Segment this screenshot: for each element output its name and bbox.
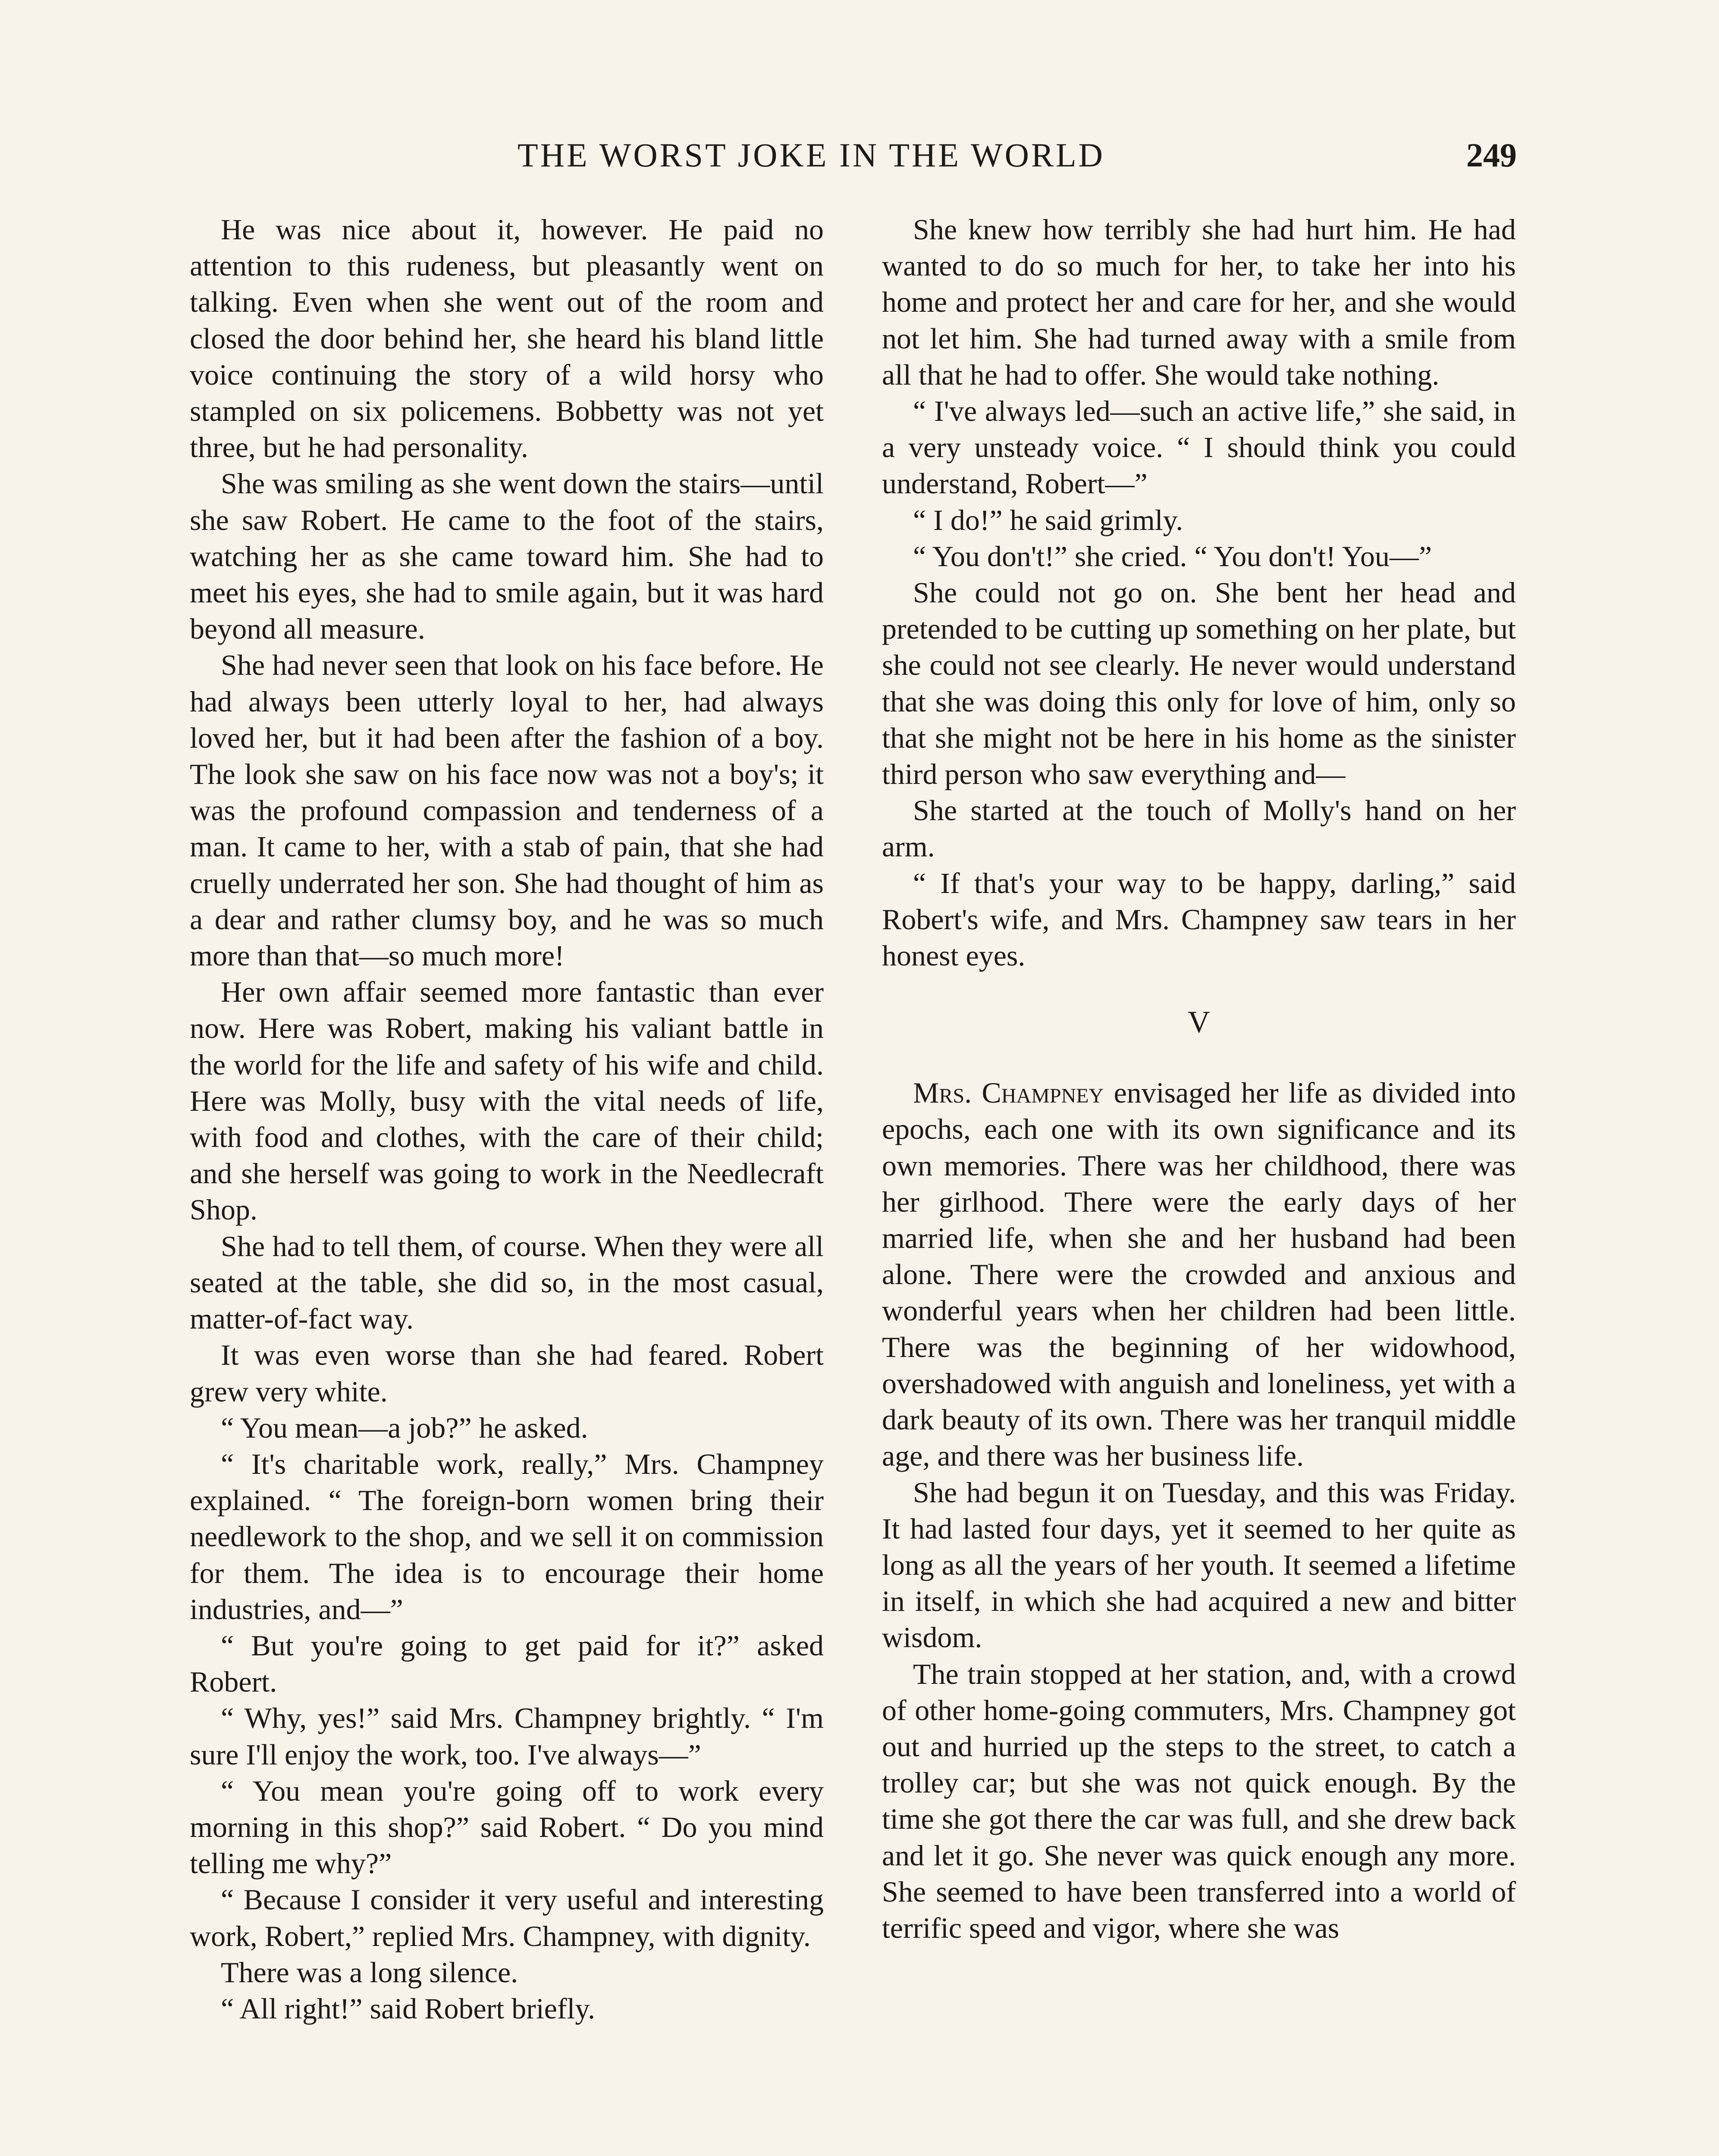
paragraph: She knew how terribly she had hurt him. He had wanted to do so much for her, to take her into his home and protect her and care for her, and she would not let him. She had turned away with a smile from all that he had to offer. She would take nothing. bbox=[882, 213, 1516, 391]
paragraph: She had to tell them, of course. When they were all seated at the table, she did so, in the most casual, matter-of-fact way. bbox=[190, 1229, 824, 1335]
paragraph: “ If that's your way to be happy, darling,” said Robert's wife, and Mrs. Champney saw tears in her honest eyes. bbox=[882, 866, 1516, 972]
paragraph: She started at the touch of Molly's hand on her arm. bbox=[882, 794, 1516, 863]
paragraph: “ You don't!” she cried. “ You don't! You—” bbox=[913, 539, 1432, 573]
section-heading: V bbox=[1188, 1005, 1210, 1040]
paragraph: “ All right!” said Robert briefly. bbox=[221, 1992, 596, 2025]
left-column bbox=[190, 211, 824, 2027]
page-header bbox=[0, 129, 1719, 181]
running-title: THE WORST JOKE IN THE WORLD bbox=[518, 136, 1105, 174]
lead-text: envisaged her life as divided into epochs, each one with its own significance and its own memories. There was her childhood, there was her girlhood. There were the early days of her married life, when she and her husband had been alone. There were the crowded and anxious and wonderful years when her children had been little. There was the beginning of her widowhood, overshadowed with anguish and loneliness, yet with a dark beauty of its own. There was her tranquil middle age, and there was her business life. bbox=[882, 1076, 1516, 1473]
paragraph-lead bbox=[882, 1075, 1516, 1474]
paragraph: There was a long silence. bbox=[221, 1955, 518, 1989]
paragraph: “ You mean—a job?” he asked. bbox=[221, 1411, 588, 1444]
lead-smallcaps: Mrs. Champney bbox=[913, 1076, 1104, 1109]
paragraph: He was nice about it, however. He paid no attention to this rudeness, but pleasantly went on talking. Even when she went out of the room and closed the door behind her, she heard his bland little voice continuing the story of a wild horsy who stampled on six policemens. Bobbetty was not yet three, but he had personality. bbox=[190, 213, 824, 464]
page-number: 249 bbox=[1466, 136, 1517, 174]
paragraph: She could not go on. She bent her head and pretended to be cutting up something on her plate, but she could not see clearly. He never would understand that she was doing this only for love of him, only so that she might not be here in his home as the sinister third person who saw everything and— bbox=[882, 576, 1516, 791]
paragraph: Her own affair seemed more fantastic than ever now. Here was Robert, making his valiant battle in the world for the life and safety of his wife and child. Here was Molly, busy with the vital needs of life, with food and clothes, with the care of their child; and she herself was going to work in the Needlecraft Shop. bbox=[190, 975, 824, 1226]
paragraph: The train stopped at her station, and, with a crowd of other home-going commuters, Mrs. Champney got out and hurried up the steps to the street, to catch a trolley car; but she was not quick enough. By the time she got there the car was full, and she drew back and let it go. She never was quick enough any more. She seemed to have been transferred into a world of terrific speed and vigor, where she was bbox=[882, 1657, 1516, 1944]
paragraph: “ You mean you're going off to work every morning in this shop?” said Robert. “ Do you mind telling me why?” bbox=[190, 1774, 824, 1880]
paragraph: She was smiling as she went down the stairs—until she saw Robert. He came to the foot of the stairs, watching her as she came toward him. She had to meet his eyes, she had to smile again, but it was hard beyond all measure. bbox=[190, 467, 824, 646]
paragraph: It was even worse than she had feared. Robert grew very white. bbox=[190, 1338, 824, 1408]
paragraph: She had begun it on Tuesday, and this was Friday. It had lasted four days, yet it seemed to her quite as long as all the years of her youth. It seemed a lifetime in itself, in which she had acquired a new and bitter wisdom. bbox=[882, 1476, 1516, 1654]
paragraph: “ I've always led—such an active life,” she said, in a very unsteady voice. “ I should think you could understand, Robert—” bbox=[882, 395, 1516, 500]
paragraph: She had never seen that look on his face before. He had always been utterly loyal to her, had always loved her, but it had been after the fashion of a boy. The look she saw on his face now was not a boy's; it was the profound compassion and tenderness of a man. It came to her, with a stab of pain, that she had cruelly underrated her son. She had thought of him as a dear and rather clumsy boy, and he was so much more than that—so much more! bbox=[190, 649, 824, 972]
paragraph: “ But you're going to get paid for it?” asked Robert. bbox=[190, 1629, 824, 1698]
paragraph: “ It's charitable work, really,” Mrs. Champney explained. “ The foreign-born women bring their needlework to the shop, and we sell it on commission for them. The idea is to encourage their home industries, and—” bbox=[190, 1447, 824, 1626]
paragraph: “ I do!” he said grimly. bbox=[913, 503, 1183, 536]
paragraph: “ Why, yes!” said Mrs. Champney brightly. “ I'm sure I'll enjoy the work, too. I've always—” bbox=[190, 1702, 824, 1771]
paragraph: “ Because I consider it very useful and interesting work, Robert,” replied Mrs. Champney, with dignity. bbox=[190, 1883, 824, 1952]
right-column bbox=[882, 211, 1516, 1946]
